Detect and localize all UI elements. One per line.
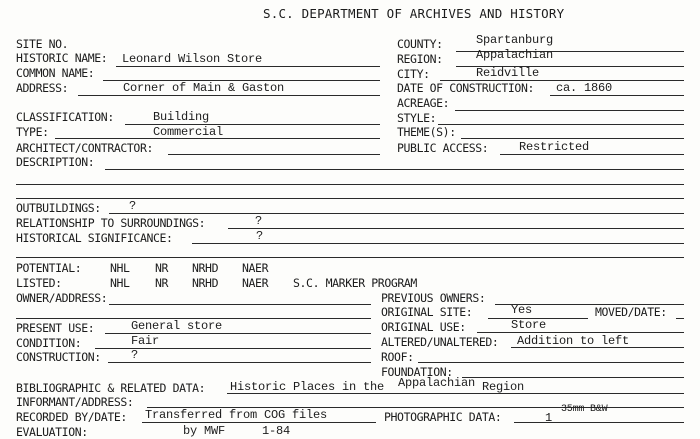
label-date-of-construction: DATE OF CONSTRUCTION: [397, 81, 534, 95]
line-type [55, 138, 380, 139]
line-themes [461, 138, 684, 139]
label-marker-program: S.C. MARKER PROGRAM [293, 276, 417, 290]
line-historic-name [116, 66, 380, 67]
value-county: Spartanburg [476, 33, 554, 47]
label-altered: ALTERED/UNALTERED: [381, 335, 499, 349]
line-construction [108, 362, 371, 363]
label-foundation: FOUNDATION: [381, 365, 453, 379]
listed-nrhd: NRHD [192, 276, 219, 290]
potential-naer: NAER [242, 261, 269, 275]
label-historic-name: HISTORIC NAME: [16, 51, 108, 65]
value-bibliographic-c: Region [482, 380, 525, 394]
value-construction: ? [131, 348, 139, 362]
value-present-use: General store [131, 319, 223, 333]
line-style [438, 124, 684, 125]
value-photo-count: 1 [545, 411, 553, 425]
value-date-of-construction: ca. 1860 [556, 81, 613, 95]
value-bibliographic-b: Appalachian [398, 376, 476, 390]
label-previous-owners: PREVIOUS OWNERS: [381, 291, 486, 305]
label-public-access: PUBLIC ACCESS: [397, 141, 489, 155]
value-type: Commercial [153, 125, 224, 139]
line-owner-address [109, 304, 371, 305]
value-original-use: Store [511, 318, 547, 332]
label-classification: CLASSIFICATION: [16, 110, 114, 124]
blank-line-2 [16, 198, 684, 199]
label-region: REGION: [397, 52, 443, 66]
label-county: COUNTY: [397, 37, 443, 51]
label-site-no: SITE NO. [16, 37, 69, 51]
value-address: Corner of Main & Gaston [123, 81, 285, 95]
listed-naer: NAER [242, 276, 269, 290]
potential-nr: NR [155, 261, 169, 275]
blank-line-3 [16, 257, 684, 258]
line-foundation [462, 377, 684, 378]
line-historical-significance [192, 243, 684, 244]
label-acreage: ACREAGE: [397, 96, 450, 110]
label-type: TYPE: [16, 125, 49, 139]
blank-line-1 [16, 184, 684, 185]
value-altered: Addition to left [517, 334, 630, 348]
line-architect [168, 154, 380, 155]
value-condition: Fair [131, 334, 160, 348]
label-owner-address: OWNER/ADDRESS: [16, 291, 108, 305]
value-recorded-by: Transferred from COG files [145, 408, 328, 422]
potential-nrhd: NRHD [192, 261, 219, 275]
line-acreage [455, 110, 684, 111]
label-moved-date: MOVED/DATE: [595, 305, 667, 319]
label-informant: INFORMANT/ADDRESS: [16, 395, 134, 409]
line-public-access [500, 154, 684, 155]
value-outbuildings: ? [129, 199, 137, 213]
line-photographic-data [514, 422, 684, 423]
label-themes: THEME(S): [397, 125, 456, 139]
line-roof [418, 362, 684, 363]
label-description: DESCRIPTION: [16, 155, 95, 169]
label-style: STYLE: [397, 111, 437, 125]
value-evaluation-by: by MWF [183, 424, 226, 438]
value-original-site: Yes [511, 303, 533, 317]
line-moved-date [676, 318, 684, 319]
label-recorded-by: RECORDED BY/DATE: [16, 410, 127, 424]
label-relationship: RELATIONSHIP TO SURROUNDINGS: [16, 216, 206, 230]
value-historical-significance: ? [256, 229, 264, 243]
value-public-access: Restricted [519, 140, 590, 154]
potential-nhl: NHL [110, 261, 130, 275]
label-architect: ARCHITECT/CONTRACTOR: [16, 141, 153, 155]
line-bibliographic [227, 393, 684, 394]
label-condition: CONDITION: [16, 336, 82, 350]
label-original-use: ORIGINAL USE: [381, 320, 466, 334]
value-evaluation-date: 1-84 [262, 424, 291, 438]
value-relationship: ? [255, 214, 263, 228]
line-recorded-by [142, 422, 376, 423]
label-outbuildings: OUTBUILDINGS: [16, 201, 101, 215]
line-relationship [228, 228, 684, 229]
line-outbuildings [109, 213, 684, 214]
value-historic-name: Leonard Wilson Store [122, 52, 263, 66]
value-city: Reidville [476, 66, 540, 80]
label-historical-significance: HISTORICAL SIGNIFICANCE: [16, 231, 173, 245]
line-description [105, 169, 684, 170]
label-bibliographic: BIBLIOGRAPHIC & RELATED DATA: [16, 381, 206, 395]
value-region: Appalachian [476, 48, 554, 62]
line-original-use [477, 332, 684, 333]
label-common-name: COMMON NAME: [16, 66, 95, 80]
label-roof: ROOF: [381, 350, 414, 364]
value-bibliographic-a: Historic Places in the [230, 380, 385, 394]
line-date-of-construction [550, 95, 684, 96]
label-address: ADDRESS: [16, 81, 69, 95]
label-city: CITY: [397, 67, 430, 81]
line-address [78, 95, 380, 96]
label-present-use: PRESENT USE: [16, 321, 95, 335]
label-evaluation: EVALUATION: [16, 425, 88, 439]
listed-nhl: NHL [110, 276, 130, 290]
value-classification: Building [153, 110, 210, 124]
label-listed: LISTED: [16, 276, 62, 290]
listed-nr: NR [155, 276, 169, 290]
label-photographic-data: PHOTOGRAPHIC DATA: [384, 410, 502, 424]
label-potential: POTENTIAL: [16, 261, 82, 275]
label-original-site: ORIGINAL SITE: [381, 305, 473, 319]
line-altered [511, 347, 684, 348]
value-photo-format: 35mm B&W [561, 404, 608, 415]
form-title: S.C. DEPARTMENT OF ARCHIVES AND HISTORY [263, 6, 565, 21]
label-construction: CONSTRUCTION: [16, 350, 101, 364]
